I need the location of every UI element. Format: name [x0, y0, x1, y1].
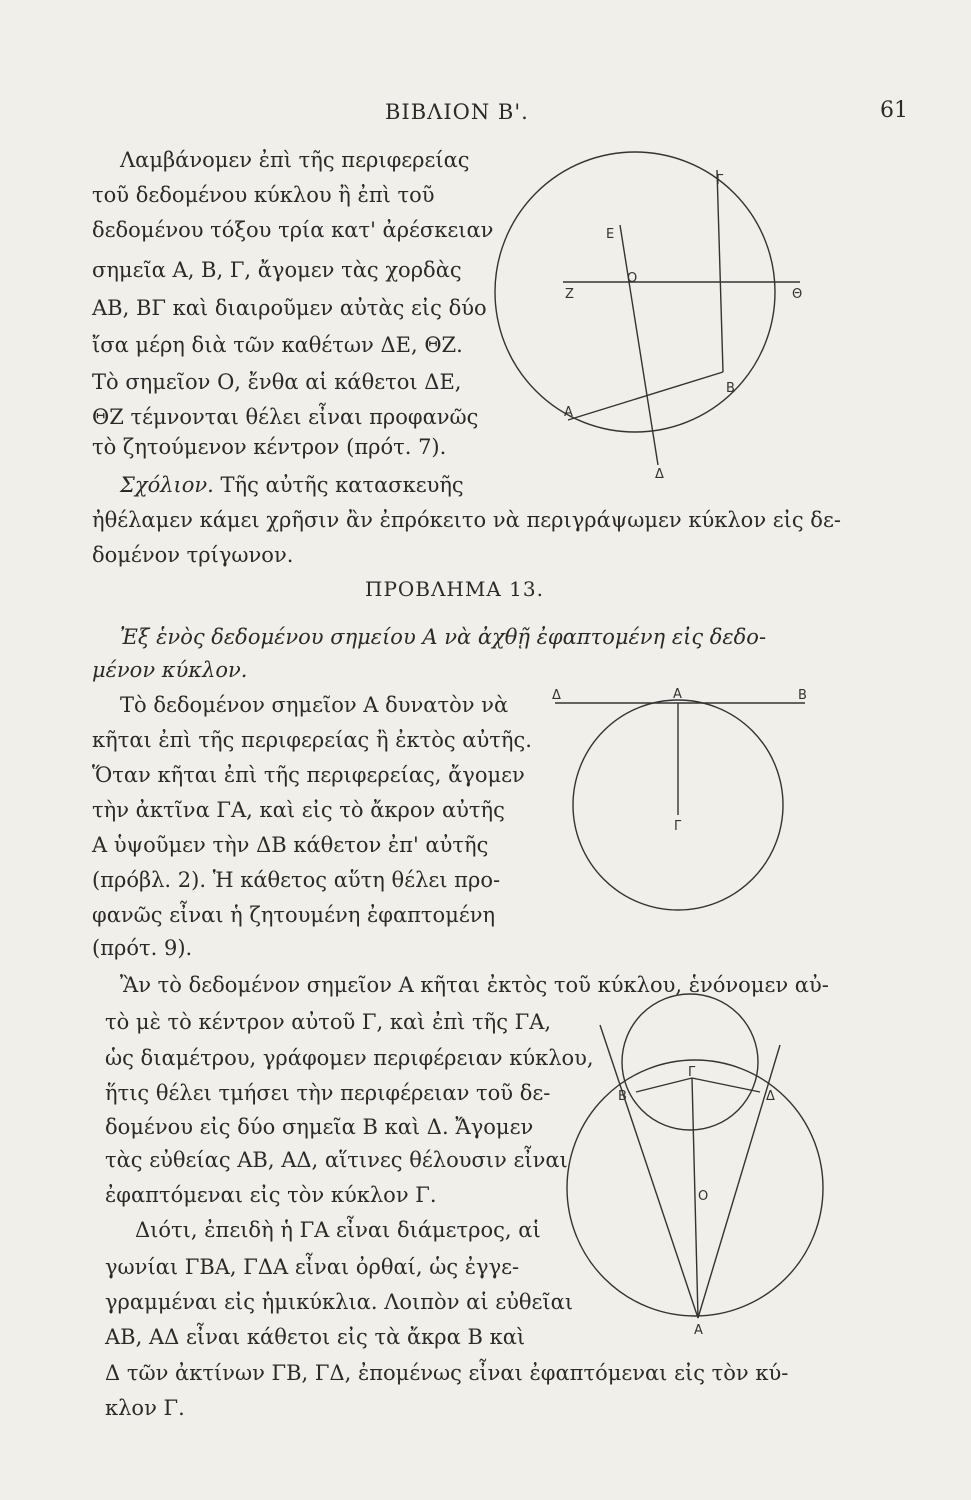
text-line: Τὸ σημεῖον Ο, ἔνθα αἱ κάθετοι ΔΕ, — [92, 370, 462, 394]
text-line: κῆται ἐπὶ τῆς περιφερείας ἢ ἐκτὸς αὐτῆς. — [92, 728, 532, 752]
figure-3-tangents-external-point — [580, 1000, 840, 1340]
text-line: τὸ ζητούμενον κέντρον (πρότ. 7). — [92, 435, 447, 459]
fig3-label-a: Α — [694, 1323, 703, 1338]
fig1-chord-bg — [717, 170, 723, 372]
text-line: γραμμέναι εἰς ἡμικύκλια. Λοιπὸν αἱ εὐθεῖαι — [105, 1290, 574, 1314]
fig1-label-b: Β — [726, 381, 735, 396]
problem-statement: μένον κύκλον. — [92, 658, 248, 682]
problem-heading: ΠΡΟΒΛΗΜΑ 13. — [365, 577, 544, 601]
text-line: τοῦ δεδομένου κύκλου ἢ ἐπὶ τοῦ — [92, 183, 435, 207]
fig2-label-gamma: Γ — [674, 819, 682, 834]
fig2-label-a: Α — [673, 687, 682, 702]
fig1-label-a: Α — [564, 405, 573, 420]
figure-2-tangent-on-circle — [540, 685, 820, 925]
text-line: Τὸ δεδομένον σημεῖον Α δυνατὸν νὰ — [120, 693, 509, 717]
text-line: δεδομένου τόξου τρία κατ' ἀρέσκειαν — [92, 218, 494, 242]
fig3-label-gamma: Γ — [688, 1065, 696, 1080]
fig3-tangent-ad — [698, 1045, 780, 1318]
text-line: ἥτις θέλει τμήσει τὴν περιφέρειαν τοῦ δε- — [105, 1081, 551, 1105]
text-line: τὴν ἀκτῖνα ΓΑ, καὶ εἰς τὸ ἄκρον αὐτῆς — [92, 798, 505, 822]
fig1-label-gamma: Γ — [716, 173, 724, 188]
fig3-label-o: Ο — [698, 1189, 709, 1204]
page-number: 61 — [880, 98, 908, 123]
fig3-radius-gd — [692, 1078, 760, 1092]
fig3-label-delta: Δ — [766, 1089, 775, 1104]
fig1-label-e: Ε — [606, 227, 615, 242]
text-line: τὸ μὲ τὸ κέντρον αὐτοῦ Γ, καὶ ἐπὶ τῆς ΓΑ, — [105, 1010, 552, 1034]
fig3-label-b: Β — [618, 1089, 627, 1104]
problem-statement: Ἐξ ἑνὸς δεδομένου σημείου Α νὰ ἀχθῇ ἐφαπτομένη εἰς δεδο- — [120, 625, 767, 649]
text-line: ΑΒ, ΒΓ καὶ διαιροῦμεν αὐτὰς εἰς δύο — [92, 296, 487, 320]
text-line: Ὅταν κῆται ἐπὶ τῆς περιφερείας, ἄγομεν — [92, 763, 525, 787]
text-line: Α ὑψοῦμεν τὴν ΔΒ κάθετον ἐπ' αὐτῆς — [92, 833, 489, 857]
text-line: κλον Γ. — [105, 1396, 185, 1420]
text-line: Ἂν τὸ δεδομένον σημεῖον Α κῆται ἐκτὸς τοῦ κύκλου, ἑνόνομεν αὐ- — [120, 973, 829, 997]
fig1-line-delta-e — [620, 225, 658, 465]
text-line: ΘΖ τέμνονται θέλει εἶναι προφανῶς — [92, 405, 479, 429]
fig2-label-delta: Δ — [552, 688, 561, 703]
fig1-chord-ab — [568, 372, 723, 420]
text-line: Διότι, ἐπειδὴ ἡ ΓΑ εἶναι διάμετρος, αἱ — [135, 1218, 541, 1242]
fig1-label-z: Ζ — [565, 287, 574, 302]
text-line: ἠθέλαμεν κάμει χρῆσιν ἂν ἐπρόκειτο νὰ περιγράψωμεν κύκλον εἰς δε- — [92, 508, 841, 532]
text-line: φανῶς εἶναι ἡ ζητουμένη ἐφαπτομένη — [92, 903, 496, 927]
fig3-radius-gb — [636, 1078, 692, 1092]
scholion-text: Τῆς αὐτῆς κατασκευῆς — [220, 473, 464, 497]
text-line: σημεῖα Α, Β, Γ, ἄγομεν τὰς χορδὰς — [92, 258, 462, 282]
running-title: ΒΙΒΛΙΟΝ Β'. — [385, 100, 529, 124]
scholion-label: Σχόλιον. — [120, 473, 214, 497]
text-line: δομένον τρίγωνον. — [92, 543, 294, 567]
text-line: δομένου εἰς δύο σημεῖα Β καὶ Δ. Ἄγομεν — [105, 1115, 534, 1139]
text-line: τὰς εὐθείας ΑΒ, ΑΔ, αἵτινες θέλουσιν εἶναι — [105, 1148, 568, 1172]
text-line: ὡς διαμέτρου, γράφομεν περιφέρειαν κύκλου, — [105, 1046, 594, 1070]
text-line: γωνίαι ΓΒΑ, ΓΔΑ εἶναι ὀρθαί, ὡς ἐγγε- — [105, 1255, 520, 1279]
text-line: ἐφαπτόμεναι εἰς τὸν κύκλον Γ. — [105, 1183, 437, 1207]
text-line: (πρότ. 9). — [92, 936, 193, 960]
fig1-label-delta: Δ — [655, 467, 664, 482]
fig3-given-circle — [622, 994, 758, 1130]
text-line: Λαμβάνομεν ἐπὶ τῆς περιφερείας — [120, 148, 470, 172]
text-line: ἴσα μέρη διὰ τῶν καθέτων ΔΕ, ΘΖ. — [92, 333, 463, 357]
text-line: (πρόβλ. 2). Ἡ κάθετος αὕτη θέλει προ- — [92, 868, 501, 892]
fig1-label-theta: Θ — [792, 287, 803, 302]
fig1-label-o: Ο — [627, 271, 638, 286]
figure-1-circle-center — [480, 140, 810, 490]
text-line: ΑΒ, ΑΔ εἶναι κάθετοι εἰς τὰ ἄκρα Β καὶ — [105, 1325, 526, 1349]
text-line: Δ τῶν ἀκτίνων ΓΒ, ΓΔ, ἐπομένως εἶναι ἐφαπτόμεναι εἰς τὸν κύ- — [105, 1361, 789, 1385]
scholion-line — [120, 470, 464, 500]
fig2-label-b: Β — [798, 688, 807, 703]
